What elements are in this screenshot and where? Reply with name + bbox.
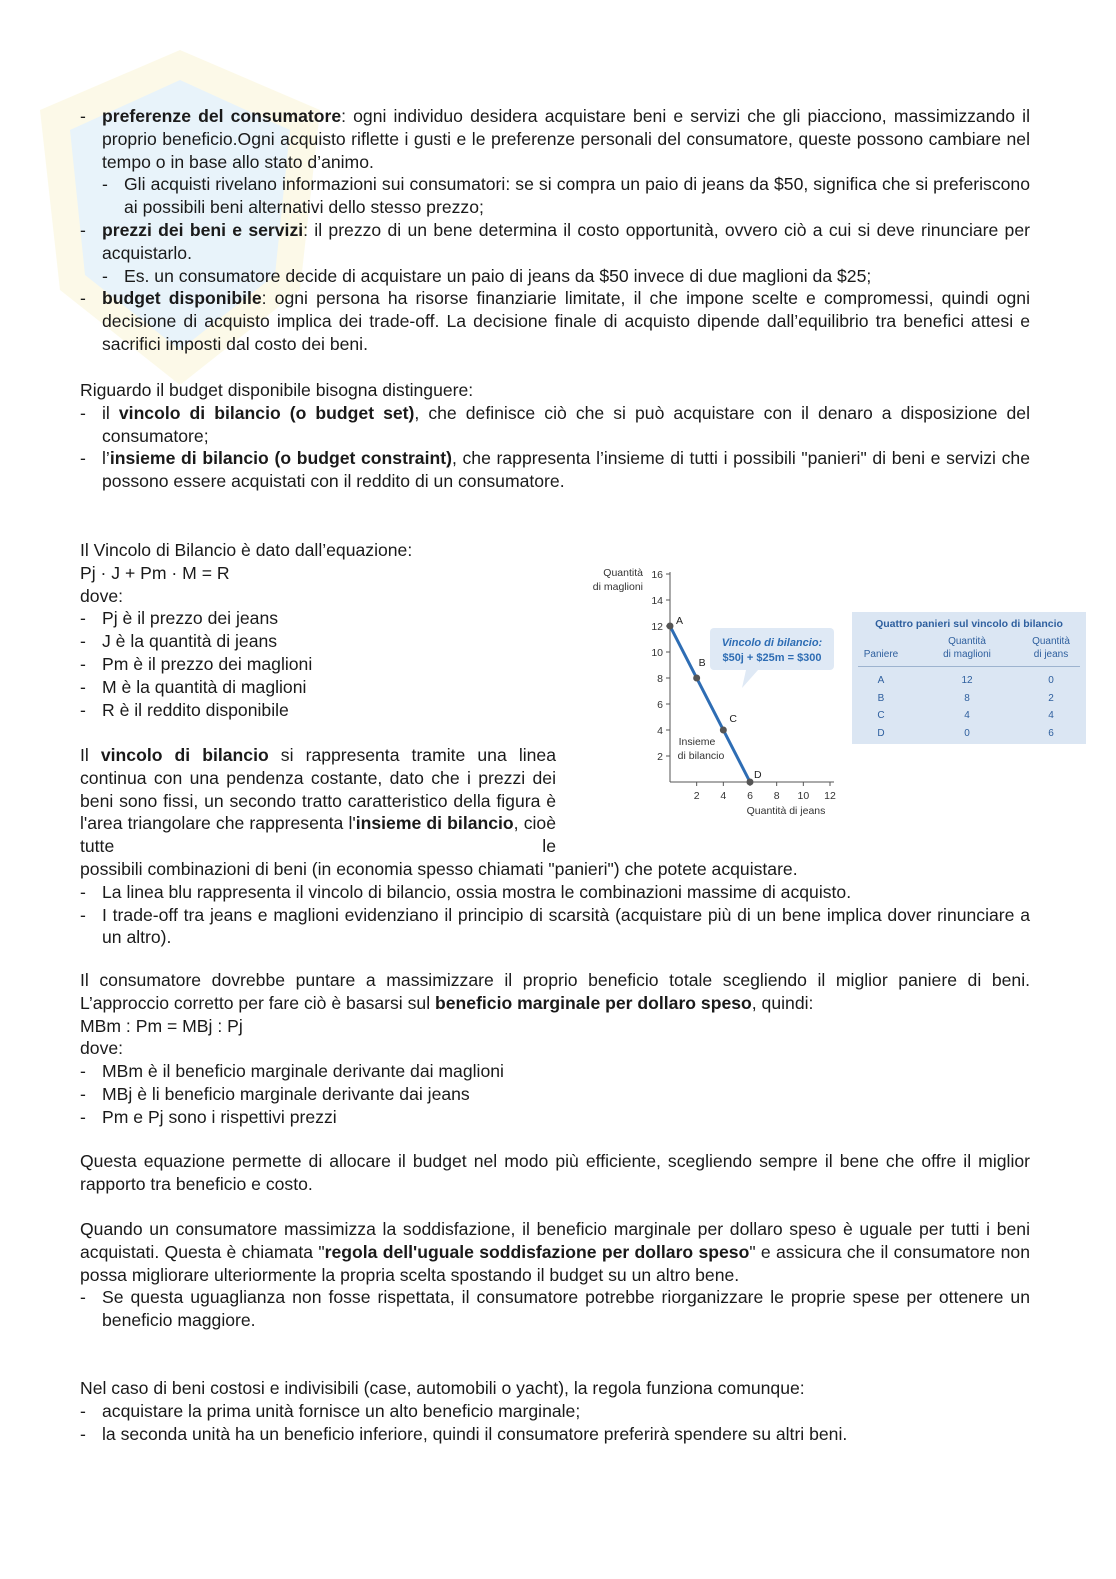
point-A [667, 623, 674, 630]
point-label: B [698, 657, 706, 669]
point-label: D [754, 769, 762, 781]
x-tick-label: 6 [747, 790, 753, 802]
x-tick-label: 8 [773, 790, 780, 802]
consumer-factors-list [80, 105, 1030, 356]
paragraph: Nel caso di beni costosi e indivisibili (case, automobili o yacht), la regola funziona comunque: [80, 1378, 805, 1398]
col-header-qty: Quantità [948, 636, 986, 647]
y-tick-label: 10 [651, 647, 663, 659]
x-axis-label: Quantità di jeans [746, 805, 826, 817]
y-tick-label: 4 [657, 725, 663, 737]
equation-block [80, 539, 556, 721]
list-item: - l’insieme di bilancio (o budget constraint), che rappresenta l’insieme di tutti i possibili "panieri" di beni e servizi che possono essere acquistati con il reddito di un consumatore. [80, 447, 1030, 493]
x-tick-label: 12 [824, 790, 836, 802]
point-C [720, 727, 727, 734]
list-item: - I trade-off tra jeans e maglioni evidenziano il principio di scarsità (acquistare più di un bene implica dover rinunciare a un altro). [80, 904, 1030, 950]
x-tick-label: 2 [693, 790, 700, 802]
point-label: C [729, 713, 737, 725]
paragraph: Riguardo il budget disponibile bisogna distinguere: [80, 380, 474, 400]
list-item: - Pm è il prezzo dei maglioni [80, 653, 556, 676]
callout-title: Vincolo di bilancio: [721, 637, 823, 649]
y-tick-label: 8 [657, 673, 663, 685]
list-item: - La linea blu rappresenta il vincolo di bilancio, ossia mostra le combinazioni massime di acquisto. [80, 881, 1030, 904]
budget-distinction [80, 379, 1030, 493]
col-header-jeans: di jeans [1033, 649, 1069, 660]
y-tick-label: 2 [657, 751, 663, 763]
point-B [693, 675, 700, 682]
marginal-benefit-section [80, 969, 1030, 1129]
baskets-table [852, 612, 1086, 744]
col-header-basket: Paniere [863, 649, 899, 660]
list-item: - il vincolo di bilancio (o budget set), che definisce ciò che si può acquistare con il denaro a disposizione del consumatore; [80, 402, 1030, 448]
budget-line-paragraph: Il vincolo di bilancio si rappresenta tramite una linea continua con una pendenza costante, dato che i prezzi dei beni sono fissi, un secondo tratto caratteristico della figura è l'area triangolare che rappresenta l'insieme di bilancio, cioè tutte le [80, 745, 557, 857]
list-item: - prezzi dei beni e servizi: il prezzo di un bene determina il costo opportunità, ovvero ciò a cui si deve rinunciare per acquistarlo. [80, 219, 1030, 265]
equal-satisfaction-rule [80, 1218, 1030, 1332]
budget-set-label-line2: di bilancio [677, 750, 725, 762]
list-item: - R è il reddito disponibile [80, 699, 556, 722]
equation: MBm : Pm = MBj : Pj [80, 1015, 243, 1036]
efficiency-paragraph: Questa equazione permette di allocare il budget nel modo più efficiente, scegliendo sempre il bene che offre il miglior rapporto tra beneficio e costo. [80, 1151, 1030, 1194]
y-axis-label-line2: di maglioni [592, 581, 643, 593]
list-item: - Se questa uguaglianza non fosse rispettata, il consumatore potrebbe riorganizzare le proprie spese per ottenere un beneficio maggiore. [80, 1286, 1030, 1332]
paragraph: dove: [80, 585, 124, 606]
list-subitem: - Es. un consumatore decide di acquistare un paio di jeans da $50 invece di due maglioni da $25; [80, 265, 1030, 288]
table-row: B 8 2 [877, 692, 1054, 704]
y-tick-label: 14 [651, 595, 663, 607]
y-tick-label: 6 [657, 699, 663, 711]
paragraph: dove: [80, 1038, 124, 1059]
callout-box [710, 628, 834, 688]
paragraph: Il Vincolo di Bilancio è dato dall’equazione: [80, 540, 413, 560]
list-item: - preferenze del consumatore: ogni individuo desidera acquistare beni e servizi che gli piacciono, massimizzando il proprio beneficio.Ogni acquisto riflette i gusti e le preferenze personali del consumatore, queste possono cambiare nel tempo o in base allo stato d’animo. [80, 105, 1030, 173]
budget-constraint-chart [576, 560, 846, 825]
equation: Pj · J + Pm · M = R [80, 562, 230, 583]
budget-line-continuation [80, 858, 1030, 949]
table-title: Quattro panieri sul vincolo di bilancio [875, 618, 1063, 630]
y-tick-label: 12 [651, 621, 663, 633]
y-axis-label-line1: Quantità [603, 567, 643, 579]
list-item: - MBj è li beneficio marginale derivante dai jeans [80, 1083, 1030, 1106]
col-header-qty: Quantità [1032, 636, 1070, 647]
list-item: - J è la quantità di jeans [80, 630, 556, 653]
list-item: - MBm è il beneficio marginale derivante dai maglioni [80, 1060, 1030, 1083]
table-row: A 12 0 [877, 675, 1054, 686]
budget-set-label-line1: Insieme [678, 736, 716, 748]
list-item: - budget disponibile: ogni persona ha risorse finanziarie limitate, il che impone scelte e compromessi, quindi ogni decisione di acquisto implica dei trade-off. La decisione finale di acquisto dipende dall’equilibrio tra benefici attesi e sacrifici imposti dal costo dei beni. [80, 287, 1030, 355]
col-header-sweaters: di maglioni [943, 649, 991, 660]
table-row: C 4 4 [877, 710, 1054, 721]
x-tick-label: 10 [797, 790, 810, 802]
indivisible-goods [80, 1377, 1030, 1445]
table-body [852, 672, 1086, 742]
list-item: - Pm e Pj sono i rispettivi prezzi [80, 1106, 1030, 1129]
list-item: - M è la quantità di maglioni [80, 676, 556, 699]
callout-equation: $50j + $25m = $300 [722, 652, 822, 664]
point-D [747, 779, 754, 786]
point-label: A [676, 615, 684, 627]
list-item: - Pj è il prezzo dei jeans [80, 607, 556, 630]
header-divider [858, 666, 1080, 667]
table-row: D 0 6 [877, 727, 1054, 739]
x-tick-label: 4 [720, 790, 727, 802]
paragraph: possibili combinazioni di beni (in economia spesso chiamati "panieri") che potete acquistare. [80, 859, 798, 879]
paragraph: Il consumatore dovrebbe puntare a massimizzare il proprio beneficio totale scegliendo il miglior paniere di beni. L’approccio corretto per fare ciò è basarsi sul beneficio marginale per dollaro speso, quindi: [80, 970, 1030, 1013]
y-tick-label: 16 [651, 569, 663, 581]
list-subitem: - Gli acquisti rivelano informazioni sui consumatori: se si compra un paio di jeans da $50, significa che si preferiscono ai possibili beni alternativi dello stesso prezzo; [80, 173, 1030, 219]
paragraph: Quando un consumatore massimizza la soddisfazione, il beneficio marginale per dollaro speso è uguale per tutti i beni acquistati. Questa è chiamata "regola dell'uguale soddisfazione per dollaro speso" e assicura che il consumatore non possa migliorare ulteriormente la propria scelta spostando il budget su un altro bene. [80, 1219, 1030, 1285]
list-item: - la seconda unità ha un beneficio inferiore, quindi il consumatore preferirà spendere su altri beni. [80, 1423, 1030, 1446]
list-item: - acquistare la prima unità fornisce un alto beneficio marginale; [80, 1400, 1030, 1423]
